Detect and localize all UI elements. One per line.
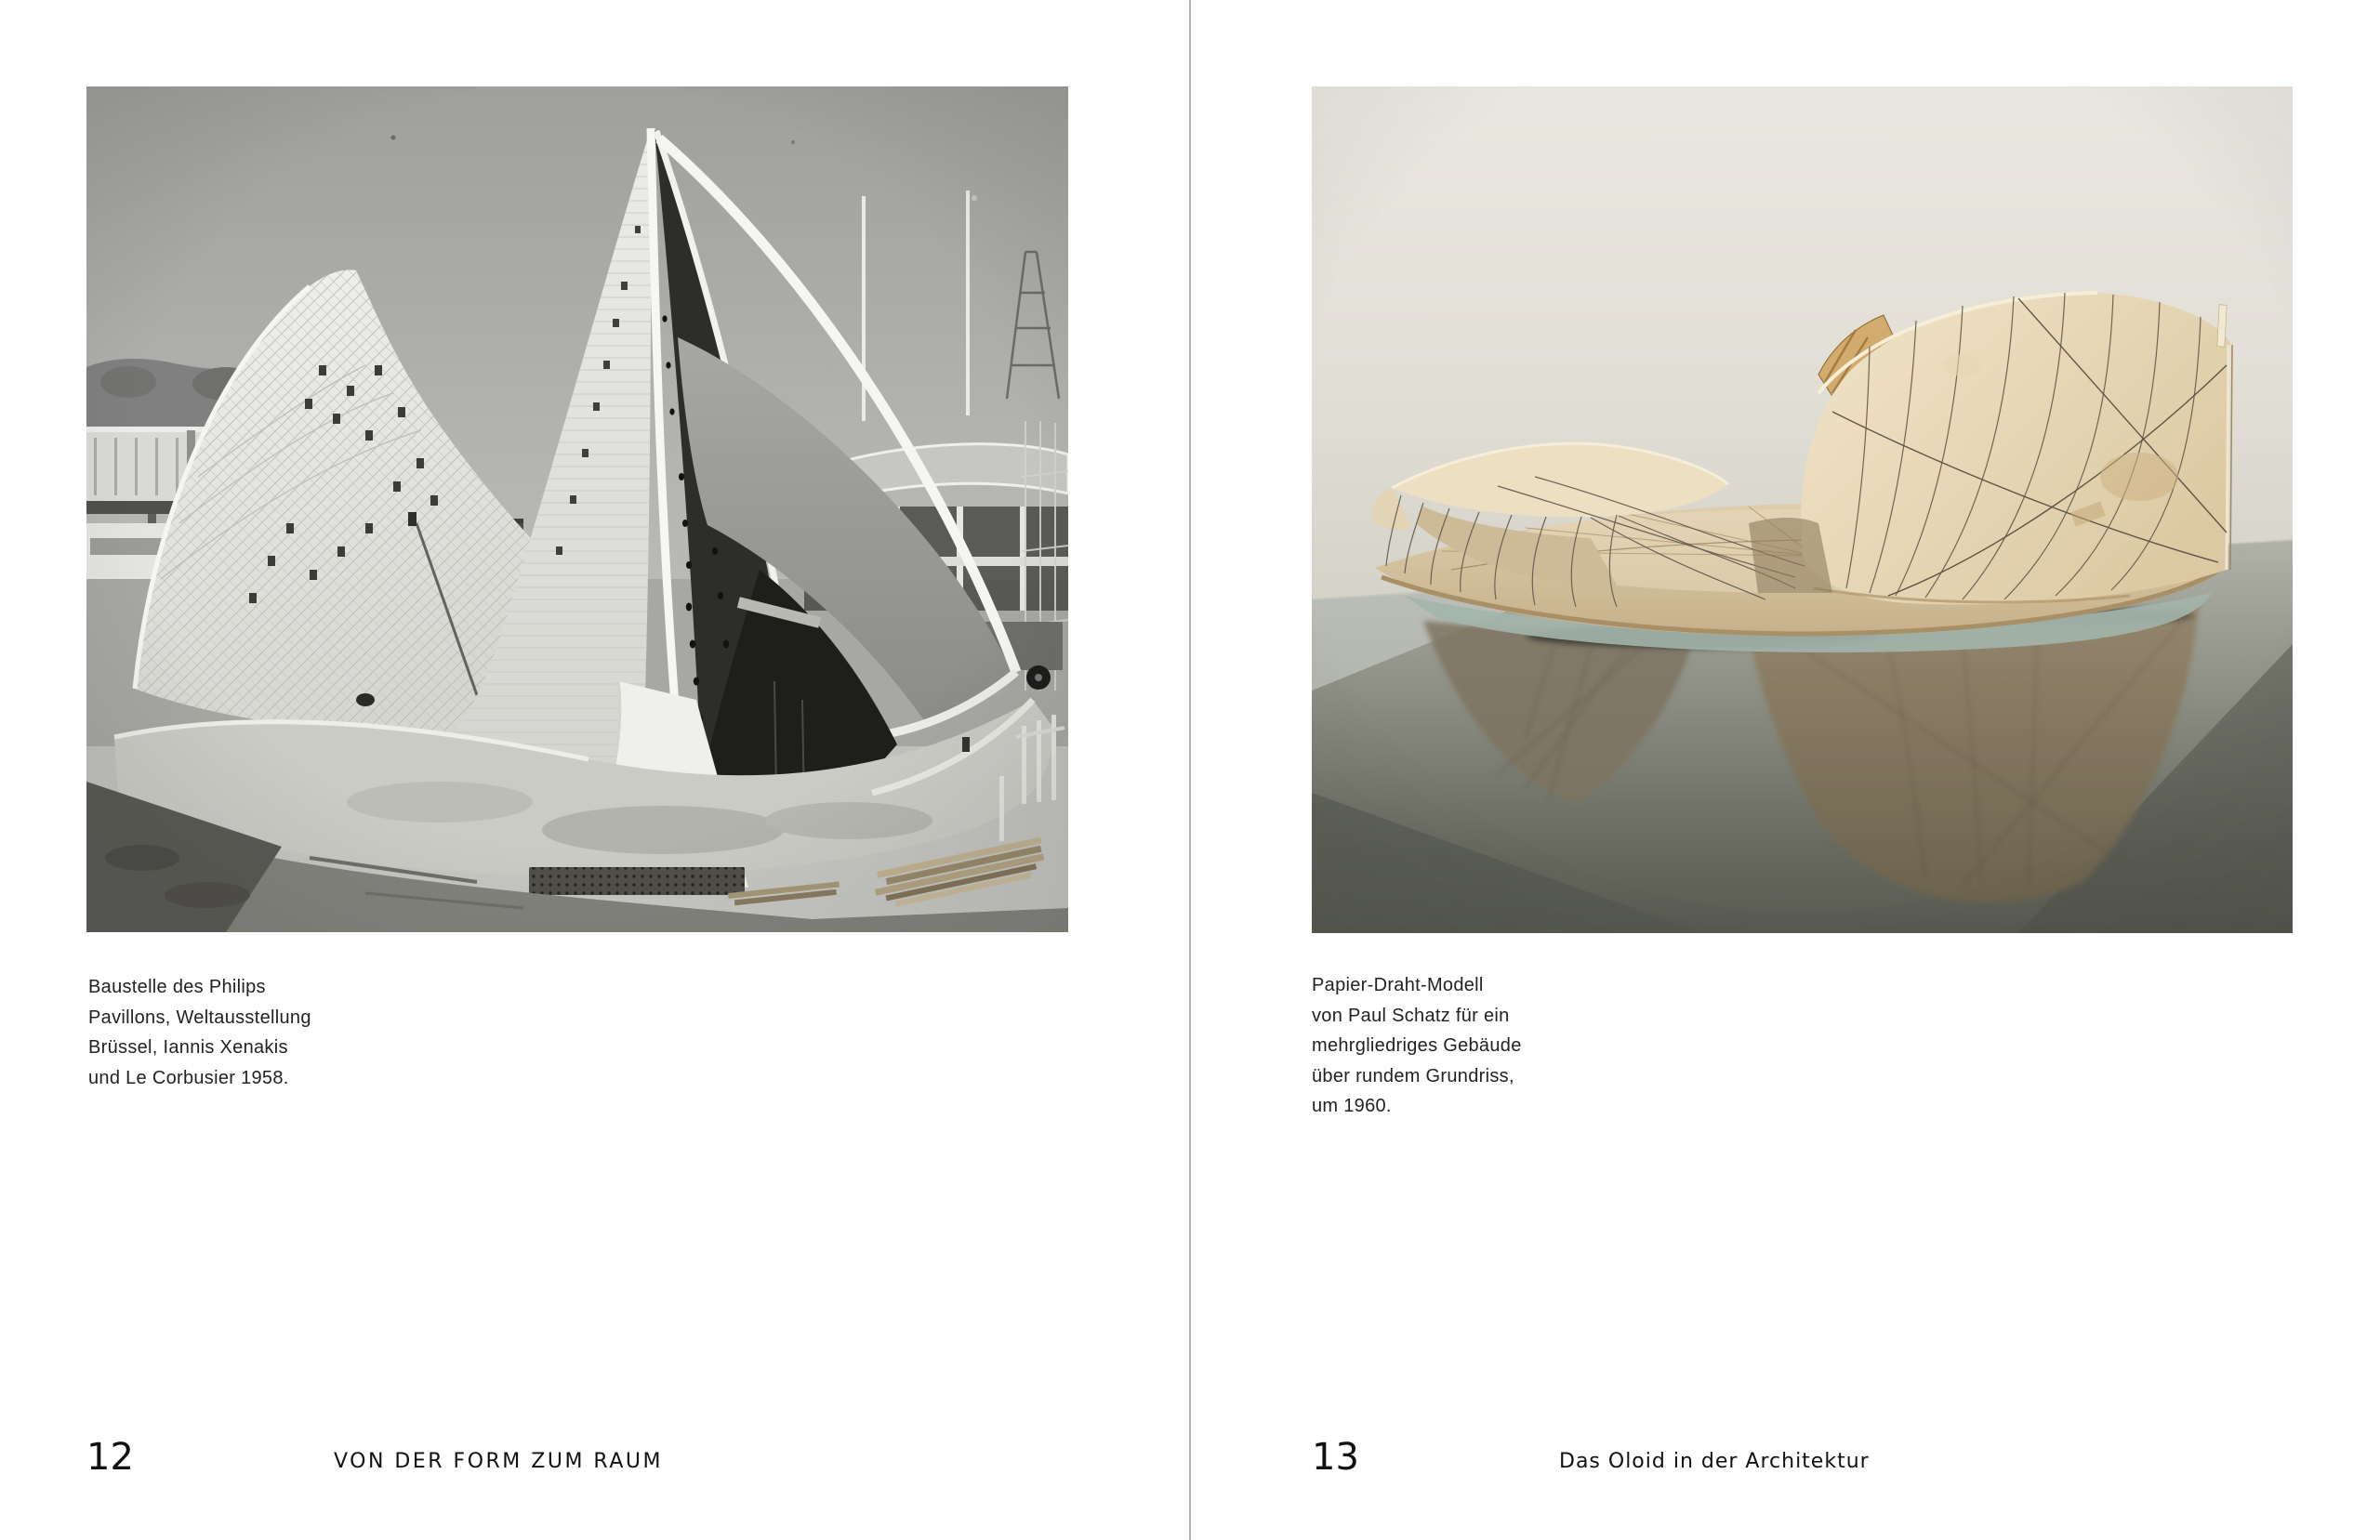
photo-paul-schatz-model (1312, 86, 2293, 933)
page-number-right: 13 (1312, 1436, 1359, 1479)
running-title-right: Das Oloid in der Architektur (1559, 1450, 1870, 1473)
philips-pavilion-photo-image (86, 86, 1068, 932)
caption-line: über rundem Grundriss, (1312, 1065, 1514, 1086)
caption-line: um 1960. (1312, 1096, 1392, 1116)
caption-line: Baustelle des Philips (88, 977, 266, 997)
photo-caption-right (1312, 970, 1522, 1122)
photo-caption-left (88, 972, 311, 1093)
photo-philips-pavilion (86, 86, 1068, 932)
paper-wire-model-photo-image (1312, 86, 2293, 933)
caption-line: und Le Corbusier 1958. (88, 1067, 289, 1088)
caption-line: Brüssel, Iannis Xenakis (88, 1037, 288, 1058)
caption-line: von Paul Schatz für ein (1312, 1005, 1510, 1026)
running-title-left: VON DER FORM ZUM RAUM (334, 1450, 663, 1473)
caption-line: Papier-Draht-Modell (1312, 975, 1484, 995)
caption-line: Pavillons, Weltausstellung (88, 1007, 311, 1028)
caption-line: mehrgliedriges Gebäude (1312, 1035, 1522, 1056)
page-divider (1189, 0, 1191, 1540)
page-number-left: 12 (86, 1436, 134, 1479)
